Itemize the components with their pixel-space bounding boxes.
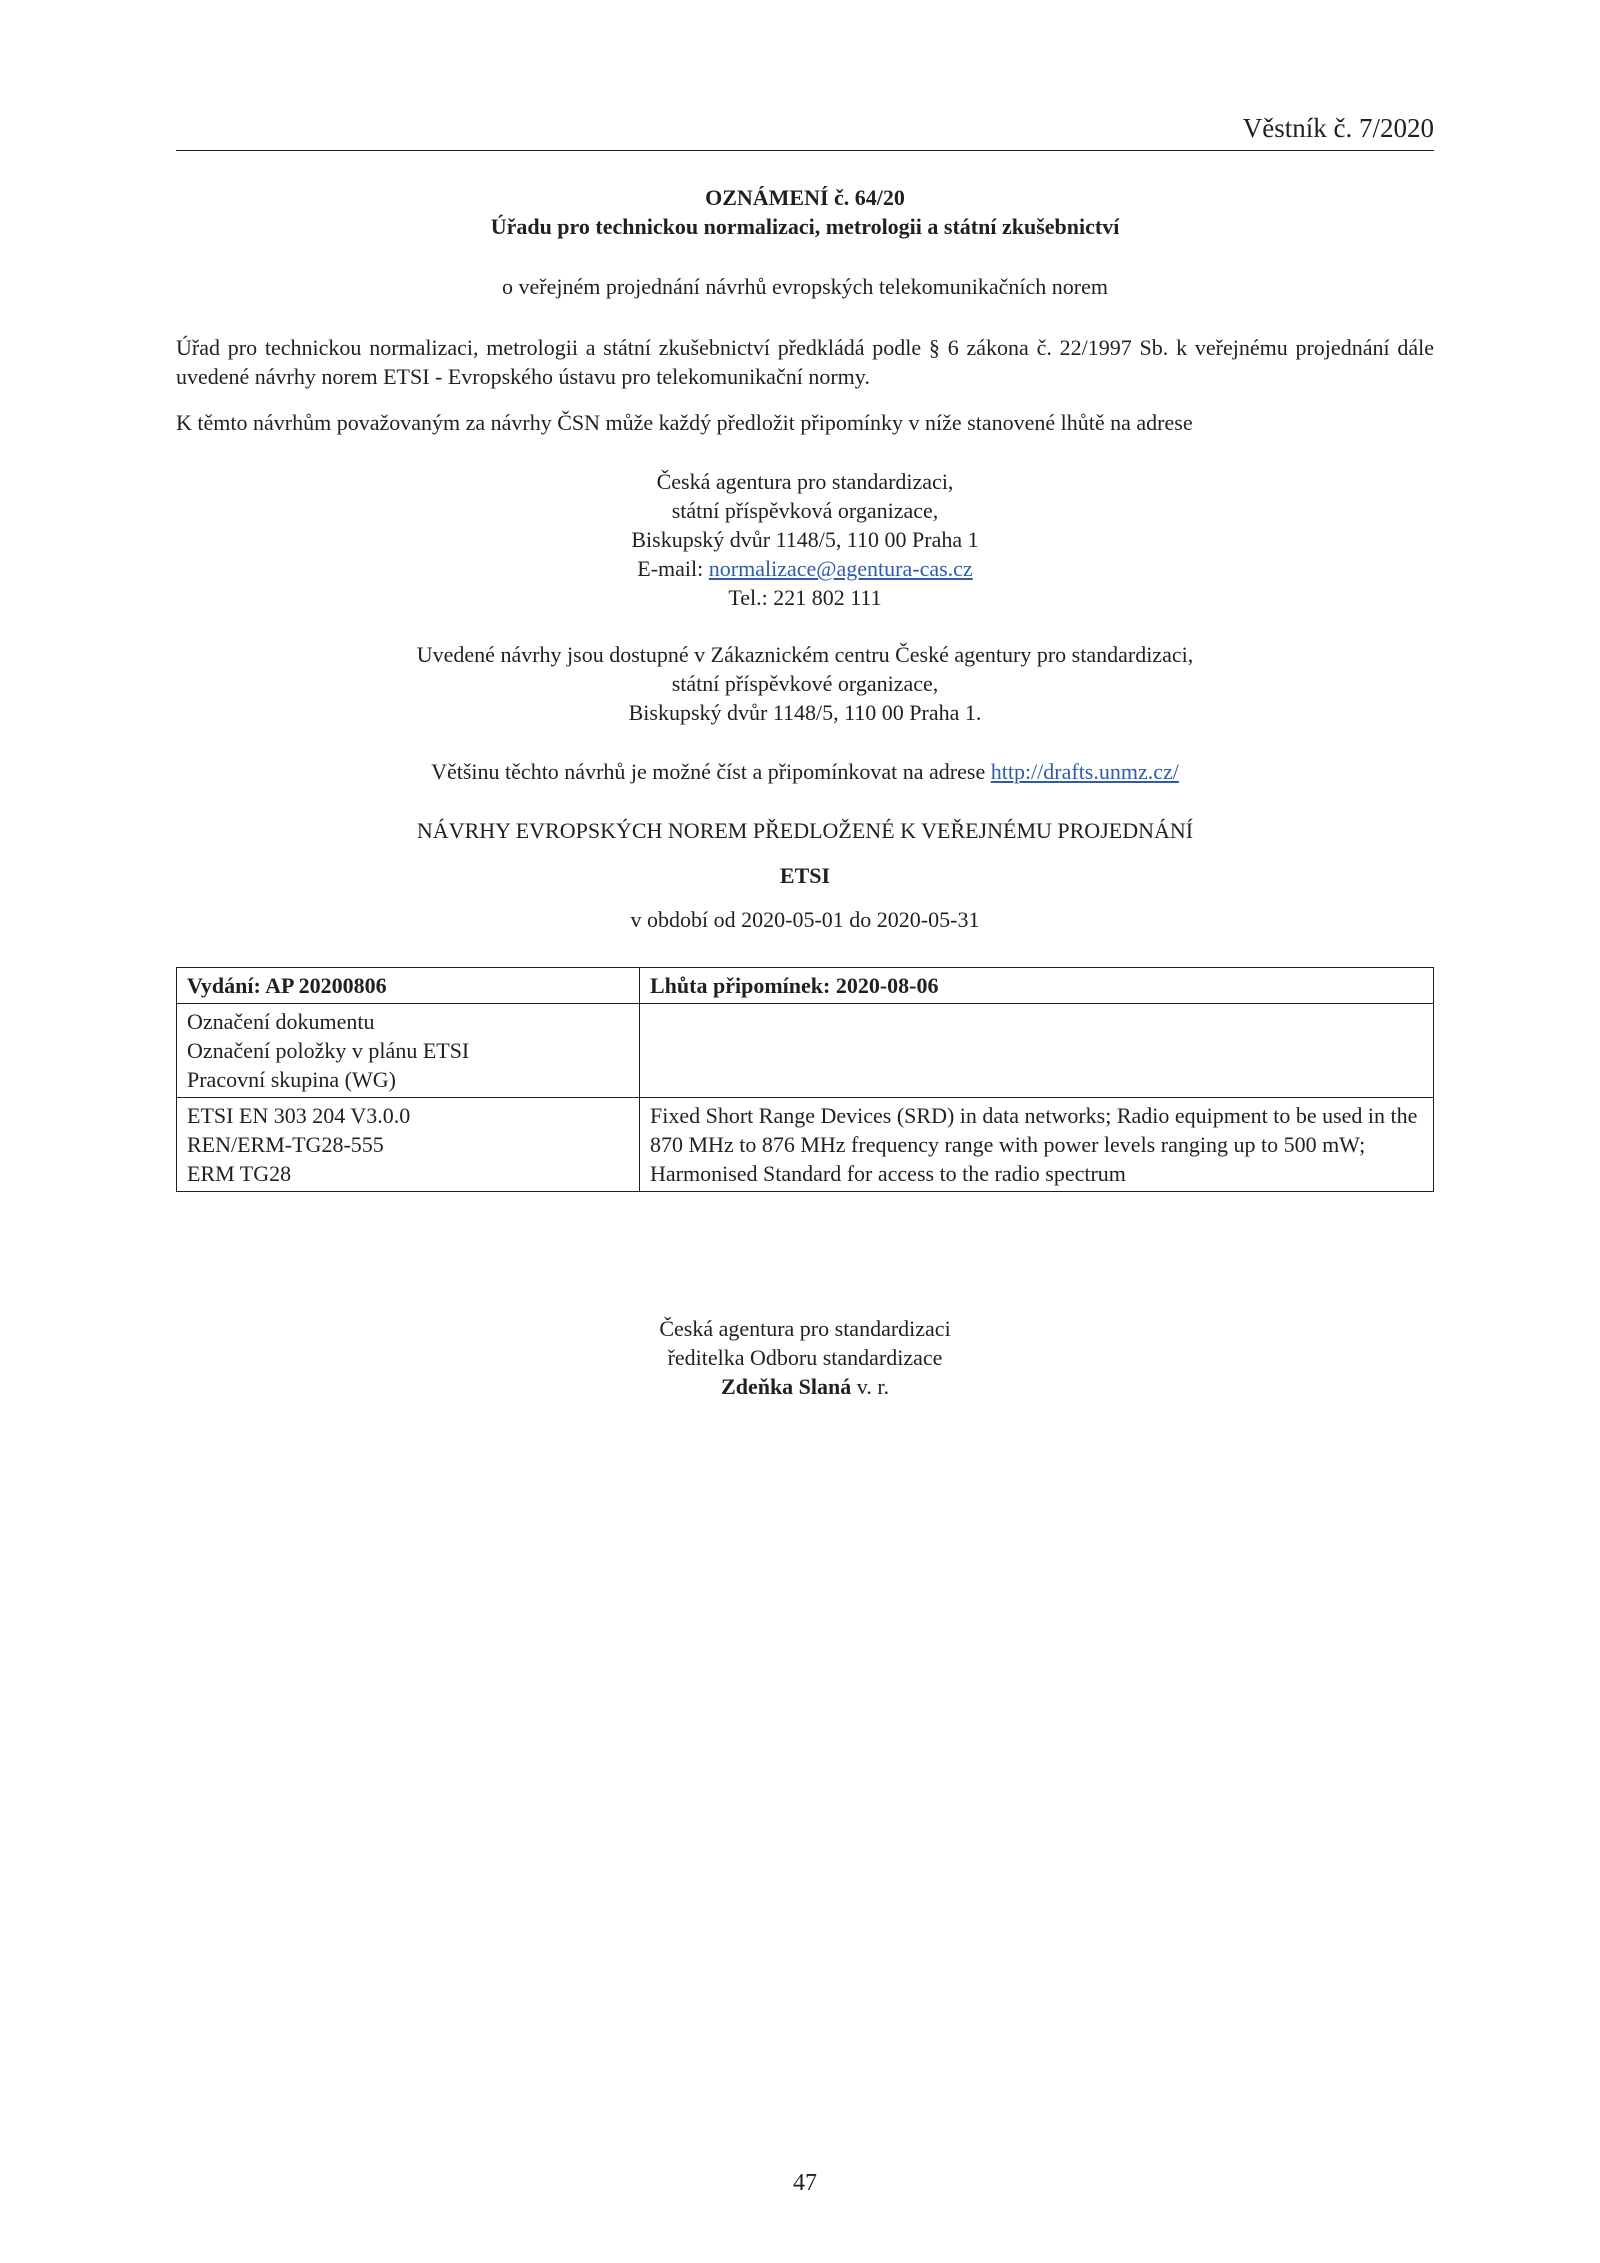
document-id: ETSI EN 303 204 V3.0.0 — [187, 1103, 411, 1128]
page-number: 47 — [793, 2170, 817, 2196]
notice-subtitle: o veřejném projednání návrhů evropských telekomunikačních norem — [501, 274, 1109, 299]
drafts-link[interactable]: http://drafts.unmz.cz/ — [990, 759, 1179, 784]
legend-working-group: Pracovní skupina (WG) — [187, 1067, 396, 1092]
drafts-table — [176, 967, 1434, 1192]
email-link[interactable]: normalizace@agentura-cas.cz — [708, 556, 973, 581]
issuer-title: Úřadu pro technickou normalizaci, metrologii a státní zkušebnictví — [490, 214, 1120, 239]
legend-document-id: Označení dokumentu — [187, 1009, 375, 1034]
email-label: E-mail: — [637, 556, 709, 581]
availability-line-3: Biskupský dvůr 1148/5, 110 00 Praha 1. — [628, 700, 982, 725]
table-header-row — [177, 968, 1434, 1004]
section-org: ETSI — [779, 863, 831, 888]
plan-item-id: REN/ERM-TG28-555 — [187, 1132, 384, 1157]
address-line-3: Biskupský dvůr 1148/5, 110 00 Praha 1 — [631, 527, 979, 552]
document-ids-cell — [177, 1098, 640, 1192]
email-line — [176, 554, 1434, 583]
address-line-1: Česká agentura pro standardizaci, — [656, 469, 954, 494]
availability-line-1: Uvedené návrhy jsou dostupné v Zákaznickém centru České agentury pro standardizaci, — [416, 642, 1194, 667]
availability-line-2: státní příspěvkové organizace, — [671, 671, 939, 696]
legend-empty-cell — [640, 1004, 1434, 1098]
working-group: ERM TG28 — [187, 1161, 292, 1186]
issue-cell: Vydání: AP 20200806 — [177, 968, 640, 1004]
section-heading: NÁVRHY EVROPSKÝCH NOREM PŘEDLOŽENÉ K VEŘEJNÉMU PROJEDNÁNÍ — [416, 818, 1194, 843]
phone-line: Tel.: 221 802 111 — [728, 585, 882, 610]
signature-line — [176, 1372, 1434, 1401]
legend-cell — [177, 1004, 640, 1098]
signature-name: Zdeňka Slaná — [721, 1374, 852, 1399]
section-period: v období od 2020-05-01 do 2020-05-31 — [630, 907, 980, 932]
journal-header: Věstník č. 7/2020 — [176, 112, 1434, 151]
signature-org: Česká agentura pro standardizaci — [659, 1316, 951, 1341]
signature-role: ředitelka Odboru standardizace — [667, 1345, 943, 1370]
drafts-text: Většinu těchto návrhů je možné číst a připomínkovat na adrese — [431, 759, 991, 784]
drafts-line — [176, 757, 1434, 786]
intro-paragraph-1: Úřad pro technickou normalizaci, metrologii a státní zkušebnictví předkládá podle § 6 zákona č. 22/1997 Sb. k veřejnému projednání dále uvedené návrhy norem ETSI - Evropského ústavu pro telekomunikační normy. — [176, 335, 1434, 389]
table-legend-row — [177, 1004, 1434, 1098]
document-description-cell: Fixed Short Range Devices (SRD) in data networks; Radio equipment to be used in the 870 MHz to 876 MHz frequency range with power levels ranging up to 500 mW; Harmonised Standard for access to the radio spectrum — [640, 1098, 1434, 1192]
signature-suffix: v. r. — [851, 1374, 889, 1399]
table-row — [177, 1098, 1434, 1192]
deadline-cell: Lhůta připomínek: 2020-08-06 — [640, 968, 1434, 1004]
intro-paragraph-2: K těmto návrhům považovaným za návrhy ČSN může každý předložit připomínky v níže stanovené lhůtě na adrese — [176, 410, 1193, 435]
address-line-2: státní příspěvková organizace, — [671, 498, 939, 523]
notice-title: OZNÁMENÍ č. 64/20 — [705, 185, 905, 210]
legend-plan-item: Označení položky v plánu ETSI — [187, 1038, 470, 1063]
